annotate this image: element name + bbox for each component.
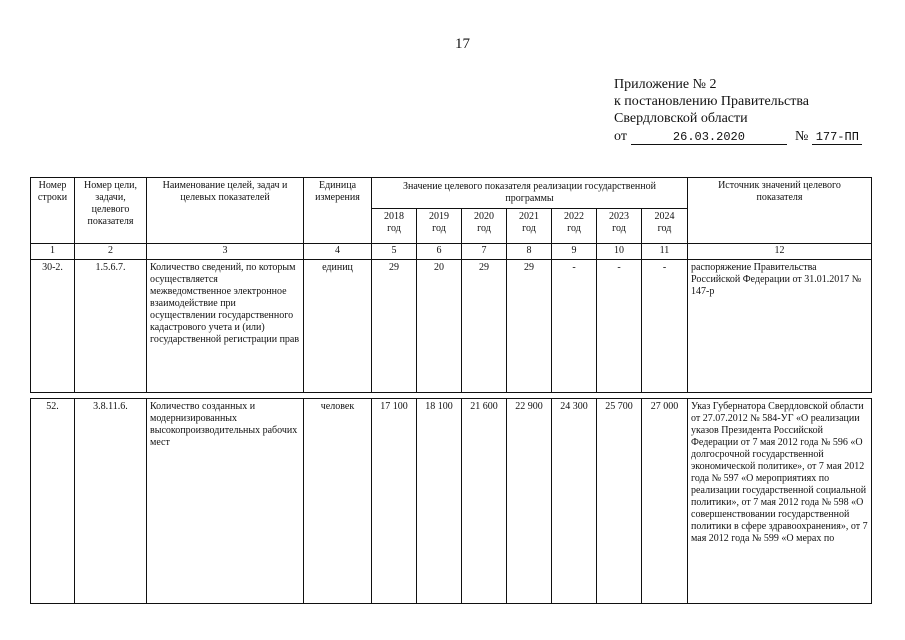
value-2021: 29 [507, 260, 552, 393]
value-2020: 29 [462, 260, 507, 393]
value-2024: 27 000 [642, 399, 688, 604]
table-row [31, 260, 872, 393]
attachment-header [614, 76, 862, 145]
column-number-row [31, 244, 872, 260]
header-value-group: Значение целевого показателя реализации государственной программы [372, 178, 688, 209]
header-year-2021: 2021 год [507, 209, 552, 244]
source: распоряжение Правительства Российской Федерации от 31.01.2017 № 147-р [688, 260, 872, 393]
indicator-name: Количество сведений, по которым осуществляется межведомственное электронное взаимодействие при осуществлении государственного кадастрового учета и (или) государственной регистрации прав [147, 260, 304, 393]
column-number: 12 [688, 244, 872, 260]
value-2019: 20 [417, 260, 462, 393]
attachment-title: Приложение № 2 [614, 77, 717, 92]
header-unit: Единица измерения [304, 178, 372, 244]
table-row [31, 399, 872, 604]
value-2023: 25 700 [597, 399, 642, 604]
header-source: Источник значений целевого показателя [688, 178, 872, 244]
header-year-2020: 2020 год [462, 209, 507, 244]
unit: человек [304, 399, 372, 604]
page-number: 17 [455, 36, 470, 52]
column-number: 1 [31, 244, 75, 260]
source-cell [688, 399, 872, 604]
row-number: 30-2. [31, 260, 75, 393]
header-year-2024: 2024 год [642, 209, 688, 244]
source: Указ Губернатора Свердловской области от 27.07.2012 № 584-УГ «О реализации указов Президента Российской Федерации от 7 мая 2012 года № 596 «О долгосрочной государственной экономической политике», от 7 мая 2012 года № 597 «О мероприятиях по реализации государственной социальной политики», от 7 мая 2012 года № 598 «О совершенствовании государственной политики в сфере здравоохранения», от 7 мая 2012 года № 599 «О мерах по [691, 401, 868, 544]
column-number: 7 [462, 244, 507, 260]
header-year-2022: 2022 год [552, 209, 597, 244]
column-number: 2 [75, 244, 147, 260]
indicator-name: Количество созданных и модернизированных высокопроизводительных рабочих мест [147, 399, 304, 604]
column-number: 4 [304, 244, 372, 260]
column-number: 11 [642, 244, 688, 260]
column-number: 10 [597, 244, 642, 260]
value-2018: 29 [372, 260, 417, 393]
header-row-number: Номер строки [31, 178, 75, 244]
goal-number: 1.5.6.7. [75, 260, 147, 393]
row-number: 52. [31, 399, 75, 604]
attachment-resolution: к постановлению Правительства [614, 94, 810, 109]
attachment-date-line [614, 128, 862, 145]
unit: единиц [304, 260, 372, 393]
header-year-2018: 2018 год [372, 209, 417, 244]
column-number: 8 [507, 244, 552, 260]
header-year-2023: 2023 год [597, 209, 642, 244]
header-goal-number: Номер цели, задачи, целевого показателя [75, 178, 147, 244]
value-2022: 24 300 [552, 399, 597, 604]
resolution-date: 26.03.2020 [631, 131, 787, 145]
column-number: 5 [372, 244, 417, 260]
column-number: 6 [417, 244, 462, 260]
header-year-2019: 2019 год [417, 209, 462, 244]
column-number: 3 [147, 244, 304, 260]
value-2018: 17 100 [372, 399, 417, 604]
value-2019: 18 100 [417, 399, 462, 604]
header-name: Наименование целей, задач и целевых показателей [147, 178, 304, 244]
goal-number: 3.8.11.6. [75, 399, 147, 604]
number-label: № [794, 129, 809, 144]
value-2024: - [642, 260, 688, 393]
value-2020: 21 600 [462, 399, 507, 604]
column-number: 9 [552, 244, 597, 260]
value-2021: 22 900 [507, 399, 552, 604]
value-2023: - [597, 260, 642, 393]
from-label: от [614, 129, 627, 144]
value-2022: - [552, 260, 597, 393]
indicators-table [30, 177, 872, 604]
resolution-number: 177-ПП [812, 131, 862, 145]
attachment-region: Свердловской области [614, 111, 748, 126]
